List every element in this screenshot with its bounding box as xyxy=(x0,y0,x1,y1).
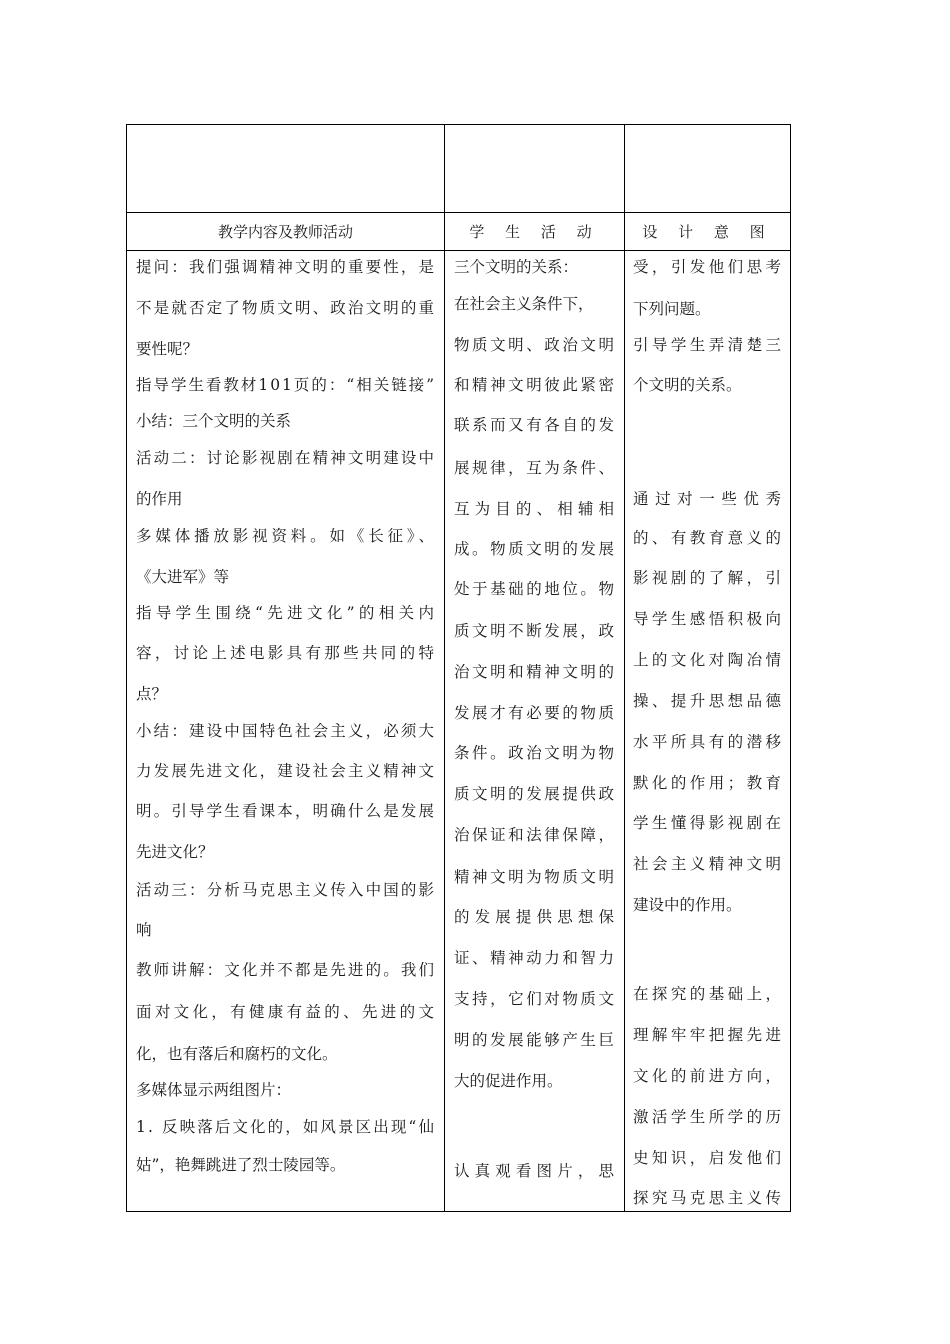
col1-line: 姑”，艳舞跳进了烈士陵园等。 xyxy=(136,1156,346,1174)
col1-line: 活动二：讨论影视剧在精神文明建设中 xyxy=(136,449,437,467)
col1-line: 多媒体播放影视资料。如《长征》、 xyxy=(136,527,438,545)
col2-line: 和精神文明彼此紧密 xyxy=(454,376,617,394)
col3-line: 学生懂得影视剧在 xyxy=(633,814,785,832)
col2-line: 质文明不断发展，政 xyxy=(454,622,617,640)
col1-line: 响 xyxy=(136,921,152,939)
header-row xyxy=(127,213,791,251)
col1-line: 容，讨论上述电影具有那些共同的特 xyxy=(136,644,438,662)
col1-line: 不是就否定了物质文明、政治文明的重 xyxy=(136,299,437,317)
col2-line: 认真观看图片，思 xyxy=(454,1162,620,1180)
col2-line: 成。物质文明的发展 xyxy=(454,540,617,558)
col3-line: 操、提升思想品德 xyxy=(633,692,785,710)
col3-line: 探究马克思主义传 xyxy=(633,1189,785,1207)
student-activity-text xyxy=(445,251,624,1211)
col1-line: 多媒体显示两组图片： xyxy=(136,1081,292,1099)
blank-cell-1 xyxy=(127,125,445,213)
col1-line: 教师讲解：文化并不都是先进的。我们 xyxy=(136,961,437,979)
col3-line: 建设中的作用。 xyxy=(633,896,742,914)
col1-line: 先进文化？ xyxy=(136,843,214,861)
col2-line: 证、精神动力和智力 xyxy=(454,949,617,967)
col2-line: 精神文明为物质文明 xyxy=(454,868,617,886)
teacher-activity-text xyxy=(127,251,444,1211)
col3-line: 的、有教育意义的 xyxy=(633,529,785,547)
col2-line: 大的促进作用。 xyxy=(454,1072,563,1090)
lesson-plan-table xyxy=(126,124,791,1212)
col2-line: 质文明的发展提供政 xyxy=(454,785,617,803)
col1-line: 明。引导学生看课本，明确什么是发展 xyxy=(136,802,437,820)
col1-line: 力发展先进文化，建设社会主义精神文 xyxy=(136,762,437,780)
col3-line: 上的文化对陶冶情 xyxy=(633,651,785,669)
col2-line: 展规律，互为条件、 xyxy=(454,459,617,477)
col2-line: 条件。政治文明为物 xyxy=(454,744,617,762)
col2-line: 的发展提供思想保 xyxy=(454,908,620,926)
col1-line: 面对文化，有健康有益的、先进的文 xyxy=(136,1003,438,1021)
blank-cell-3 xyxy=(625,125,791,213)
col1-line: 活动三：分析马克思主义传入中国的影 xyxy=(136,881,437,899)
col1-line: 指导学生看教材101页的：“相关链接” xyxy=(136,376,437,394)
col3-line: 影视剧的了解，引 xyxy=(633,569,785,587)
design-intent-text xyxy=(625,251,790,1211)
col3-line: 下列问题。 xyxy=(633,300,711,318)
col1-line: 提问：我们强调精神文明的重要性，是 xyxy=(136,258,437,276)
col2-line: 物质文明、政治文明 xyxy=(454,336,617,354)
col1-line: 小结：建设中国特色社会主义，必须大 xyxy=(136,722,437,740)
col3-line: 社会主义精神文明 xyxy=(633,855,785,873)
col3-line: 默化的作用；教育 xyxy=(633,774,785,792)
student-activity-cell xyxy=(445,251,625,1212)
col3-line: 导学生感悟积极向 xyxy=(633,610,785,628)
teacher-activity-cell xyxy=(127,251,445,1212)
blank-top-row xyxy=(127,125,791,213)
col2-line: 明的发展能够产生巨 xyxy=(454,1031,617,1049)
col1-line: 指导学生围绕“先进文化”的相关内 xyxy=(136,604,439,622)
col1-line: 的作用 xyxy=(136,490,183,508)
col1-line: 1. 反映落后文化的，如风景区出现“仙 xyxy=(136,1118,437,1136)
col1-line: 化，也有落后和腐朽的文化。 xyxy=(136,1045,338,1063)
col2-line: 联系而又有各自的发 xyxy=(454,416,617,434)
col3-line: 文化的前进方向， xyxy=(633,1067,785,1085)
col3-line: 引导学生弄清楚三 xyxy=(633,336,785,354)
design-intent-cell xyxy=(625,251,791,1212)
col3-line: 通过对一些优秀 xyxy=(633,490,788,508)
blank-cell-2 xyxy=(445,125,625,213)
col2-line: 互为目的、相辅相 xyxy=(454,500,620,518)
content-row xyxy=(127,251,791,1212)
col2-line: 三个文明的关系： xyxy=(454,258,579,276)
col1-line: 小结：三个文明的关系 xyxy=(136,412,292,430)
col3-line: 受，引发他们思考 xyxy=(633,258,785,276)
header-teacher-activity: 教学内容及教师活动 xyxy=(127,213,445,251)
col1-line: 点？ xyxy=(136,685,168,703)
col3-line: 个文明的关系。 xyxy=(633,376,742,394)
header-student-activity: 学 生 活 动 xyxy=(445,213,625,251)
col1-line: 《大进军》等 xyxy=(136,568,230,586)
col2-line: 在社会主义条件下， xyxy=(454,295,594,313)
col2-line: 支持，它们对物质文 xyxy=(454,990,617,1008)
col3-line: 在探究的基础上， xyxy=(633,985,785,1003)
col3-line: 激活学生所学的历 xyxy=(633,1108,785,1126)
col2-line: 处于基础的地位。物 xyxy=(454,580,617,598)
col2-line: 发展才有必要的物质 xyxy=(454,704,617,722)
col1-line: 要性呢？ xyxy=(136,340,199,358)
col3-line: 史知识，启发他们 xyxy=(633,1149,785,1167)
col3-line: 水平所具有的潜移 xyxy=(633,733,785,751)
col2-line: 治保证和法律保障， xyxy=(454,826,617,844)
col2-line: 治文明和精神文明的 xyxy=(454,663,617,681)
col3-line: 理解牢牢把握先进 xyxy=(633,1026,785,1044)
header-design-intent: 设 计 意 图 xyxy=(625,213,791,251)
